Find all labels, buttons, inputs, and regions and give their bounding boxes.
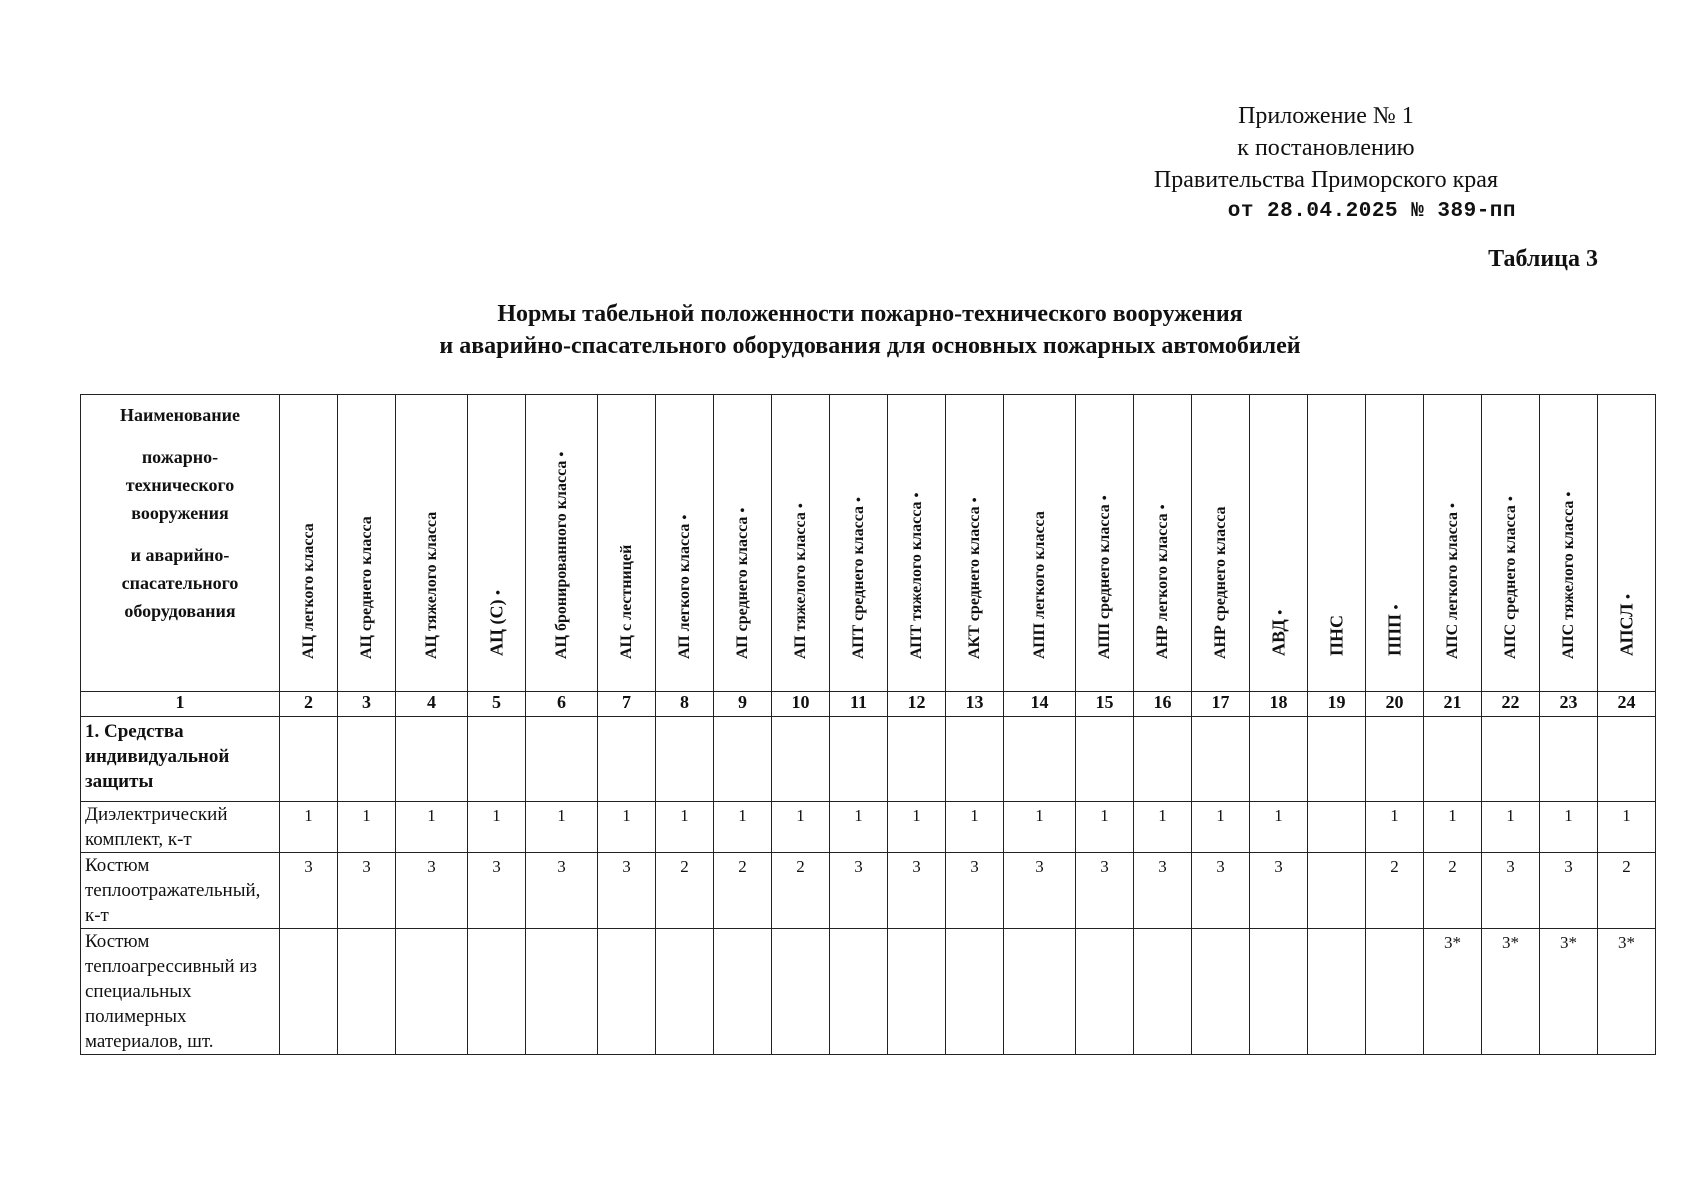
column-header-label xyxy=(1444,503,1462,659)
table-cell xyxy=(888,929,946,1055)
bullet-mark-icon: • xyxy=(677,514,693,520)
column-number-6: 6 xyxy=(526,692,598,717)
column-label-text: АНР среднего класса xyxy=(1211,506,1229,659)
table-cell xyxy=(468,929,526,1055)
column-header-label xyxy=(300,523,318,659)
appendix-line-3: Правительства Приморского края xyxy=(1153,167,1498,193)
table-cell: 3 xyxy=(888,853,946,929)
column-number-21: 21 xyxy=(1424,692,1482,717)
table-cell xyxy=(1598,717,1656,802)
column-number-7: 7 xyxy=(598,692,656,717)
table-cell: 1 xyxy=(1482,802,1540,853)
bullet-mark-icon: • xyxy=(1561,491,1577,497)
table-cell xyxy=(396,929,468,1055)
column-number-9: 9 xyxy=(714,692,772,717)
table-cell: 2 xyxy=(656,853,714,929)
column-header-label xyxy=(908,493,926,659)
table-cell xyxy=(772,929,830,1055)
table-cell xyxy=(946,717,1004,802)
section-label: 1. Средства индивидуальной защиты xyxy=(81,717,280,802)
bullet-mark-icon: • xyxy=(1273,609,1288,615)
column-number-22: 22 xyxy=(1482,692,1540,717)
column-header-20 xyxy=(1366,395,1424,692)
name-header-line-7: оборудования xyxy=(124,601,236,621)
table-cell xyxy=(338,929,396,1055)
column-header-label xyxy=(734,508,752,659)
row-name: Костюм теплоотражательный, к-т xyxy=(81,853,280,929)
bullet-mark-icon: • xyxy=(851,497,867,502)
table-cell xyxy=(1134,717,1192,802)
column-number-14: 14 xyxy=(1004,692,1076,717)
column-header-11 xyxy=(830,395,888,692)
column-number-17: 17 xyxy=(1192,692,1250,717)
table-cell: 3* xyxy=(1598,929,1656,1055)
column-number-2: 2 xyxy=(280,692,338,717)
table-cell: 3 xyxy=(1482,853,1540,929)
title-line-2: и аварийно-спасательного оборудования для основных пожарных автомобилей xyxy=(439,333,1301,359)
table-cell: 3 xyxy=(526,853,598,929)
table-cell xyxy=(598,929,656,1055)
table-cell: 1 xyxy=(946,802,1004,853)
column-header-16 xyxy=(1134,395,1192,692)
bullet-mark-icon: • xyxy=(793,503,809,509)
table-cell xyxy=(468,717,526,802)
column-header-label xyxy=(966,498,984,660)
table-cell: 1 xyxy=(1424,802,1482,853)
row-name: Костюм теплоагрессивный из специальных полимерных материалов, шт. xyxy=(81,929,280,1055)
column-label-text: ПНС xyxy=(1326,614,1346,656)
table-row xyxy=(81,802,1656,853)
name-header-line-3: технического xyxy=(125,475,235,495)
column-label-text: АКТ среднего класса xyxy=(965,506,983,659)
column-header-label xyxy=(423,512,441,659)
column-header-label xyxy=(1031,511,1049,659)
table-label: Таблица 3 xyxy=(1488,246,1598,272)
column-number-12: 12 xyxy=(888,692,946,717)
name-header-line-2: пожарно- xyxy=(141,447,219,467)
table-cell: 1 xyxy=(1366,802,1424,853)
column-number-3: 3 xyxy=(338,692,396,717)
table-cell xyxy=(526,929,598,1055)
table-cell xyxy=(1192,717,1250,802)
table-cell: 2 xyxy=(772,853,830,929)
column-header-label xyxy=(358,516,376,659)
column-label-text: АПС легкого класса xyxy=(1443,512,1461,659)
column-header-label xyxy=(486,590,507,656)
column-header-13 xyxy=(946,395,1004,692)
table-cell xyxy=(1366,717,1424,802)
table-cell: 3 xyxy=(830,853,888,929)
title-line-1: Нормы табельной положенности пожарно-технического вооружения xyxy=(497,301,1243,327)
section-row xyxy=(81,717,1656,802)
column-label-text: ППП xyxy=(1384,613,1404,656)
column-header-15 xyxy=(1076,395,1134,692)
column-header-22 xyxy=(1482,395,1540,692)
table-cell: 1 xyxy=(1134,802,1192,853)
column-number-19: 19 xyxy=(1308,692,1366,717)
column-number-24: 24 xyxy=(1598,692,1656,717)
document-title xyxy=(0,298,1686,362)
column-label-text: АПП среднего класса xyxy=(1095,504,1113,659)
appendix-block xyxy=(1153,100,1516,223)
bullet-mark-icon: • xyxy=(491,590,506,595)
column-header-19 xyxy=(1308,395,1366,692)
column-number-8: 8 xyxy=(656,692,714,717)
column-header-label xyxy=(792,503,810,659)
column-label-text: АП тяжелого класса xyxy=(791,512,809,659)
table-cell: 3 xyxy=(1250,853,1308,929)
table-cell: 2 xyxy=(714,853,772,929)
table-cell: 1 xyxy=(656,802,714,853)
table-cell: 3 xyxy=(1076,853,1134,929)
column-number-5: 5 xyxy=(468,692,526,717)
column-header-label xyxy=(1326,615,1347,656)
table-cell: 1 xyxy=(1192,802,1250,853)
table-cell xyxy=(656,929,714,1055)
column-label-text: АПТ тяжелого класса xyxy=(907,501,925,659)
name-header-line-6: спасательного xyxy=(121,573,239,593)
bullet-mark-icon: • xyxy=(1155,504,1171,510)
table-cell: 3 xyxy=(1134,853,1192,929)
bullet-mark-icon: • xyxy=(1445,503,1461,509)
table-cell: 3 xyxy=(598,853,656,929)
table-cell: 3 xyxy=(338,853,396,929)
column-number-13: 13 xyxy=(946,692,1004,717)
column-header-label xyxy=(553,452,571,659)
column-header-label xyxy=(1096,495,1114,659)
column-label-text: АПС среднего класса xyxy=(1501,505,1519,659)
bullet-mark-icon: • xyxy=(967,497,983,503)
column-header-label xyxy=(1384,605,1405,656)
table-cell: 1 xyxy=(598,802,656,853)
column-label-text: АПСЛ xyxy=(1616,603,1636,656)
column-header-label xyxy=(676,515,694,659)
table-cell: 1 xyxy=(1076,802,1134,853)
column-number-11: 11 xyxy=(830,692,888,717)
bullet-mark-icon: • xyxy=(735,507,751,513)
column-header-14 xyxy=(1004,395,1076,692)
table-row xyxy=(81,929,1656,1055)
table-cell: 3 xyxy=(1004,853,1076,929)
column-header-5 xyxy=(468,395,526,692)
column-header-label xyxy=(1268,610,1289,656)
column-header-6 xyxy=(526,395,598,692)
column-header-label xyxy=(1616,594,1637,656)
column-header-label xyxy=(1154,505,1172,660)
row-name: Диэлектрический комплект, к-т xyxy=(81,802,280,853)
table-cell xyxy=(396,717,468,802)
bullet-mark-icon: • xyxy=(909,492,925,498)
bullet-mark-icon: • xyxy=(1097,495,1113,501)
table-cell xyxy=(1308,802,1366,853)
table-cell xyxy=(830,717,888,802)
table-cell xyxy=(598,717,656,802)
column-header-17 xyxy=(1192,395,1250,692)
table-cell xyxy=(1250,929,1308,1055)
header-row xyxy=(81,395,1656,692)
column-label-text: АНР легкого класса xyxy=(1153,513,1171,659)
table-cell: 1 xyxy=(1598,802,1656,853)
column-header-label xyxy=(1502,496,1520,659)
table-cell xyxy=(1308,929,1366,1055)
table-cell: 3* xyxy=(1482,929,1540,1055)
column-header-21 xyxy=(1424,395,1482,692)
table-cell xyxy=(1192,929,1250,1055)
column-label-text: АЦ с лестницей xyxy=(617,544,635,659)
table-cell: 1 xyxy=(1004,802,1076,853)
norms-table xyxy=(80,394,1656,1055)
column-number-16: 16 xyxy=(1134,692,1192,717)
table-cell: 3 xyxy=(468,853,526,929)
table-cell xyxy=(1366,929,1424,1055)
table-cell xyxy=(1482,717,1540,802)
column-header-7 xyxy=(598,395,656,692)
name-column-header xyxy=(81,395,280,692)
column-number-1: 1 xyxy=(81,692,280,717)
table-cell: 1 xyxy=(338,802,396,853)
column-label-text: АП среднего класса xyxy=(733,516,751,659)
column-header-10 xyxy=(772,395,830,692)
column-label-text: АПТ среднего класса xyxy=(849,505,867,659)
column-header-9 xyxy=(714,395,772,692)
table-cell xyxy=(946,929,1004,1055)
column-number-row xyxy=(81,692,1656,717)
table-cell xyxy=(1308,853,1366,929)
table-cell xyxy=(1424,717,1482,802)
bullet-mark-icon: • xyxy=(1389,604,1404,610)
table-cell xyxy=(280,717,338,802)
table-cell: 3 xyxy=(1540,853,1598,929)
column-label-text: АП легкого класса xyxy=(675,523,693,659)
table-cell xyxy=(526,717,598,802)
table-cell: 1 xyxy=(280,802,338,853)
column-header-12 xyxy=(888,395,946,692)
column-label-text: АПС тяжелого класса xyxy=(1559,500,1577,659)
table-cell xyxy=(1076,717,1134,802)
bullet-mark-icon: • xyxy=(1621,594,1636,599)
column-header-label xyxy=(1560,492,1578,659)
column-label-text: АЦ легкого класса xyxy=(299,523,317,659)
column-number-4: 4 xyxy=(396,692,468,717)
column-label-text: АЦ тяжелого класса xyxy=(422,511,440,659)
table-cell: 2 xyxy=(1424,853,1482,929)
name-header-line-1: Наименование xyxy=(120,405,240,425)
column-header-label xyxy=(1212,506,1230,659)
table-cell: 1 xyxy=(772,802,830,853)
column-header-23 xyxy=(1540,395,1598,692)
table-cell: 2 xyxy=(1366,853,1424,929)
table-cell: 3 xyxy=(396,853,468,929)
column-number-23: 23 xyxy=(1540,692,1598,717)
table-cell: 1 xyxy=(396,802,468,853)
bullet-mark-icon: • xyxy=(554,451,570,457)
table-cell xyxy=(280,929,338,1055)
table-cell: 1 xyxy=(830,802,888,853)
column-label-text: АПП легкого класса xyxy=(1030,511,1048,659)
column-label-text: АЦ среднего класса xyxy=(357,516,375,659)
column-header-24 xyxy=(1598,395,1656,692)
column-header-18 xyxy=(1250,395,1308,692)
column-header-8 xyxy=(656,395,714,692)
table-cell xyxy=(888,717,946,802)
column-number-15: 15 xyxy=(1076,692,1134,717)
table-cell: 3 xyxy=(946,853,1004,929)
table-row xyxy=(81,853,1656,929)
appendix-line-2: к постановлению xyxy=(1237,135,1415,161)
table-cell xyxy=(1308,717,1366,802)
table-cell xyxy=(772,717,830,802)
appendix-line-1: Приложение № 1 xyxy=(1238,103,1414,129)
table-cell: 1 xyxy=(1250,802,1308,853)
column-number-18: 18 xyxy=(1250,692,1308,717)
name-header-line-5: и аварийно- xyxy=(130,545,230,565)
table-cell: 1 xyxy=(1540,802,1598,853)
table-cell: 3 xyxy=(1192,853,1250,929)
table-cell xyxy=(1540,717,1598,802)
column-number-20: 20 xyxy=(1366,692,1424,717)
table-cell xyxy=(1004,717,1076,802)
column-header-label xyxy=(618,545,636,659)
column-header-4 xyxy=(396,395,468,692)
table-cell: 1 xyxy=(714,802,772,853)
table-cell: 3* xyxy=(1540,929,1598,1055)
table-cell xyxy=(1076,929,1134,1055)
table-cell xyxy=(714,717,772,802)
column-header-3 xyxy=(338,395,396,692)
table-cell xyxy=(830,929,888,1055)
name-header-line-4: вооружения xyxy=(131,503,229,523)
table-cell xyxy=(338,717,396,802)
table-cell xyxy=(1134,929,1192,1055)
table-cell: 3* xyxy=(1424,929,1482,1055)
table-cell: 1 xyxy=(526,802,598,853)
column-label-text: АЦ бронированного класса xyxy=(552,460,570,659)
table-cell xyxy=(714,929,772,1055)
table-cell: 3 xyxy=(280,853,338,929)
column-label-text: АВД xyxy=(1268,619,1288,656)
table-cell: 2 xyxy=(1598,853,1656,929)
order-reference: от 28.04.2025 № 389-пп xyxy=(1227,200,1516,223)
table-cell xyxy=(1250,717,1308,802)
column-header-2 xyxy=(280,395,338,692)
column-label-text: АЦ (С) xyxy=(486,599,506,656)
table-cell xyxy=(1004,929,1076,1055)
column-number-10: 10 xyxy=(772,692,830,717)
table-cell: 1 xyxy=(888,802,946,853)
table-cell: 1 xyxy=(468,802,526,853)
table-cell xyxy=(656,717,714,802)
column-header-label xyxy=(850,497,868,659)
bullet-mark-icon: • xyxy=(1503,496,1519,502)
